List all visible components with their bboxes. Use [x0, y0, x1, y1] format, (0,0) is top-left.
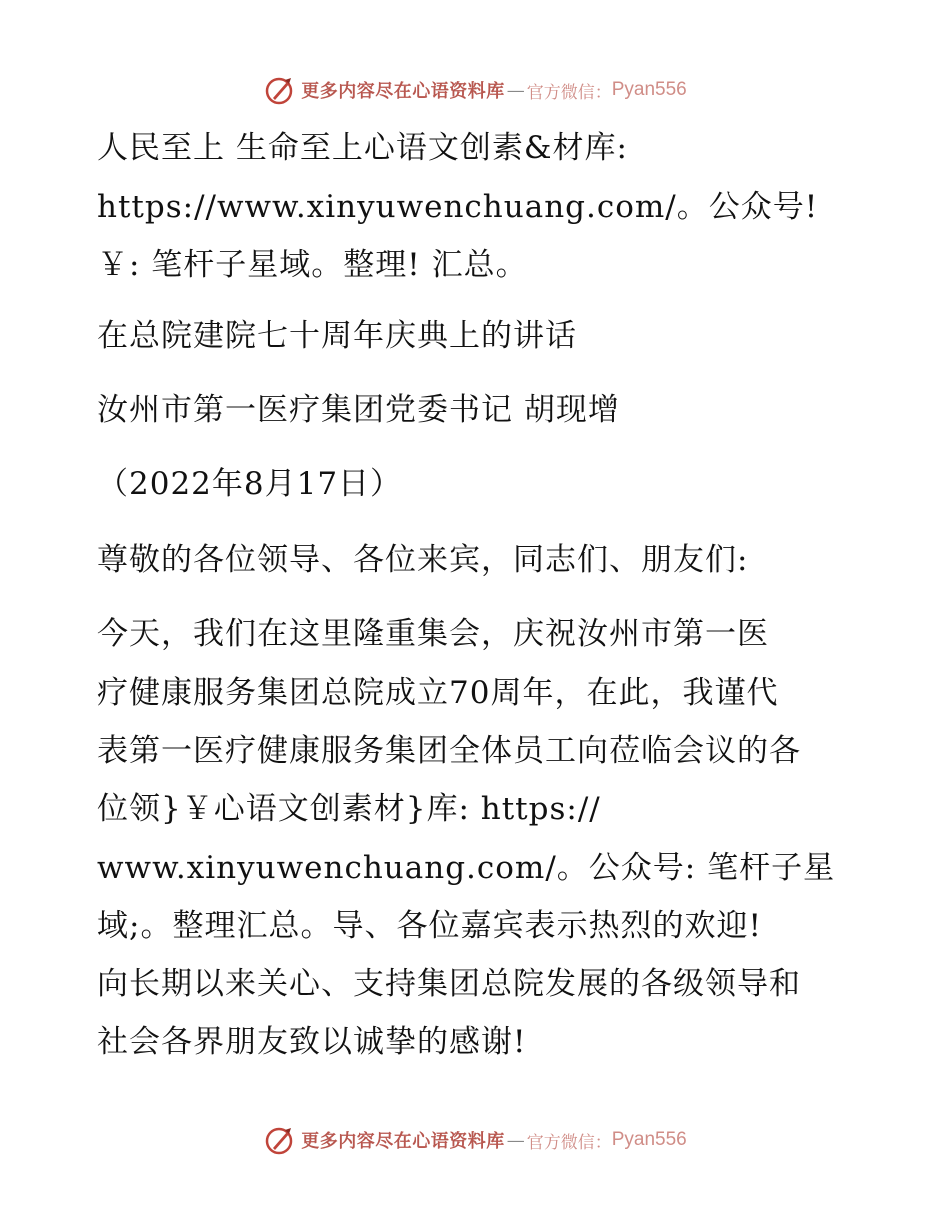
banner-wechat-id: Pyan556: [611, 79, 687, 100]
text-line: 人民至上 生命至上心语文创素&材库:: [97, 130, 628, 166]
text-line: 位领}￥心语文创素材}库: https://: [97, 791, 601, 827]
quill-logo-icon: [263, 74, 295, 106]
banner-separator: —: [506, 79, 525, 101]
salutation: 尊敬的各位领导、各位来宾，同志们、朋友们:: [97, 542, 749, 578]
banner-site-name: 更多内容尽在心语资料库: [301, 1131, 505, 1152]
text-line: www.xinyuwenchuang.com/。公众号: 笔杆子星: [97, 850, 836, 886]
text-line: 社会各界朋友致以诚挚的感谢!: [97, 1024, 527, 1060]
text-line: https://www.xinyuwenchuang.com/。公众号!: [97, 189, 819, 225]
speech-title: 在总院建院七十周年庆典上的讲话: [97, 318, 577, 354]
text-line: ￥: 笔杆子星域。整理! 汇总。: [97, 247, 528, 283]
banner-site-name: 更多内容尽在心语资料库: [301, 81, 505, 102]
date-line: （2022年8月17日）: [97, 466, 403, 502]
banner-official-label: 官方微信：: [526, 1132, 612, 1153]
footer-watermark-banner: [0, 1120, 950, 1160]
text-line: 域;。整理汇总。导、各位嘉宾表示热烈的欢迎!: [97, 908, 762, 944]
text-line: 今天，我们在这里隆重集会，庆祝汝州市第一医: [97, 616, 769, 652]
banner-official-label: 官方微信：: [526, 82, 612, 103]
banner-separator: —: [506, 1129, 525, 1151]
header-watermark-banner: [0, 70, 950, 110]
text-line: 向长期以来关心、支持集团总院发展的各级领导和: [97, 966, 801, 1002]
banner-wechat-id: Pyan556: [611, 1129, 687, 1150]
speaker-line: 汝州市第一医疗集团党委书记 胡现增: [97, 392, 620, 428]
text-line: 表第一医疗健康服务集团全体员工向莅临会议的各: [97, 733, 801, 769]
text-line: 疗健康服务集团总院成立70周年，在此，我谨代: [97, 675, 779, 711]
quill-logo-icon: [263, 1124, 295, 1156]
